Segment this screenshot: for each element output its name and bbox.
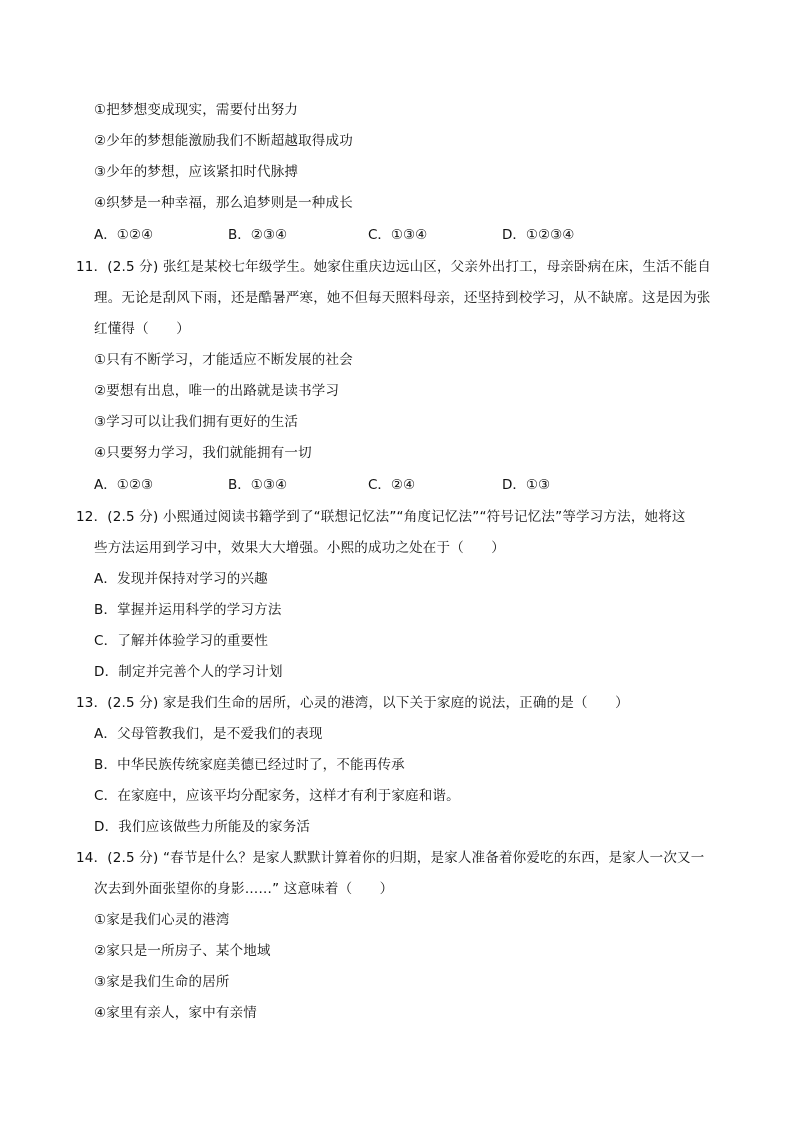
q12-option-c: C．了解并体验学习的重要性 [94, 633, 269, 649]
q14-item-1: ①家是我们心灵的港湾 [94, 912, 230, 928]
q11-stem-line-1: 11．(2.5 分) 张红是某校七年级学生。她家住重庆边远山区，父亲外出打工，母亲卧病在床，生活不能自 [76, 259, 711, 275]
q14-item-4: ④家里有亲人，家中有亲情 [94, 1005, 258, 1021]
q12-option-b: B．掌握并运用科学的学习方法 [94, 602, 282, 618]
q10-item-1: ①把梦想变成现实，需要付出努力 [94, 102, 299, 118]
q11-stem-line-3: 红懂得（ ） [94, 321, 190, 337]
q10-choice-b: B．②③④ [228, 227, 288, 243]
q13-option-d: D．我们应该做些力所能及的家务活 [94, 819, 311, 835]
q13-stem-line-1: 13．(2.5 分) 家是我们生命的居所，心灵的港湾，以下关于家庭的说法，正确的是（ ） [76, 695, 629, 711]
q12-stem-line-1: 12．(2.5 分) 小熙通过阅读书籍学到了“联想记忆法”“角度记忆法”“符号记忆法”等学习方法，她将这 [76, 509, 686, 525]
q13-option-a: A．父母管教我们，是不爱我们的表现 [94, 726, 323, 742]
q10-item-2: ②少年的梦想能激励我们不断超越取得成功 [94, 133, 353, 149]
q11-stem-line-2: 理。无论是刮风下雨，还是酷暑严寒，她不但每天照料母亲，还坚持到校学习，从不缺席。这是因为张 [94, 290, 711, 306]
q12-option-a: A．发现并保持对学习的兴趣 [94, 571, 268, 587]
q11-choice-c: C．②④ [368, 477, 416, 493]
q11-choice-b: B．①③④ [228, 477, 288, 493]
q10-item-3: ③少年的梦想，应该紧扣时代脉搏 [94, 164, 299, 180]
q11-item-2: ②要想有出息，唯一的出路就是读书学习 [94, 383, 340, 399]
q12-stem-line-2: 些方法运用到学习中，效果大大增强。小熙的成功之处在于（ ） [94, 540, 505, 556]
q11-item-3: ③学习可以让我们拥有更好的生活 [94, 414, 299, 430]
q10-item-4: ④织梦是一种幸福，那么追梦则是一种成长 [94, 195, 353, 211]
q11-item-1: ①只有不断学习，才能适应不断发展的社会 [94, 352, 353, 368]
q14-stem-line-1: 14．(2.5 分) “春节是什么？是家人默默计算着你的归期，是家人准备着你爱吃的东西，是家人一次又一 [76, 850, 705, 866]
q12-option-d: D．制定并完善个人的学习计划 [94, 664, 283, 680]
q11-choice-a: A．①②③ [94, 477, 154, 493]
q10-choice-d: D．①②③④ [502, 227, 575, 243]
q13-option-b: B．中华民族传统家庭美德已经过时了，不能再传承 [94, 757, 405, 773]
q14-item-2: ②家只是一所房子、某个地域 [94, 943, 271, 959]
q10-choice-c: C．①③④ [368, 227, 428, 243]
q10-choice-a: A．①②④ [94, 227, 154, 243]
q11-choice-d: D．①③ [502, 477, 551, 493]
q11-item-4: ④只要努力学习，我们就能拥有一切 [94, 445, 312, 461]
q13-option-c: C．在家庭中，应该平均分配家务，这样才有利于家庭和谐。 [94, 788, 460, 804]
q14-stem-line-2: 次去到外面张望你的身影……” 这意味着（ ） [94, 881, 394, 897]
q14-item-3: ③家是我们生命的居所 [94, 974, 230, 990]
